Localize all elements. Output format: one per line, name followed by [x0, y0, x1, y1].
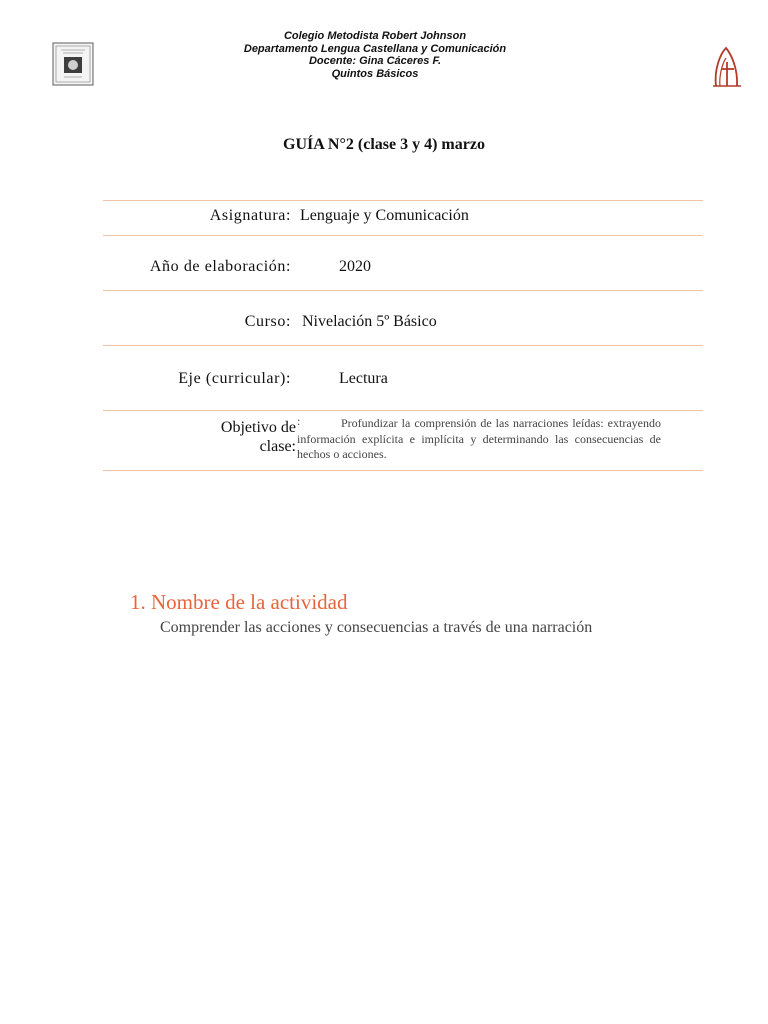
school-name: Colegio Metodista Robert Johnson	[283, 30, 467, 42]
axis-row	[103, 345, 703, 410]
axis-value: Lectura	[339, 370, 388, 387]
subject-row	[103, 200, 703, 235]
subject-value: Lenguaje y Comunicación	[300, 207, 469, 224]
subject-label: Asignatura:	[209, 207, 291, 224]
objective-colon: :	[297, 414, 301, 428]
methodist-cross-logo	[710, 46, 744, 88]
department-name: Departamento Lengua Castellana y Comunicación	[243, 42, 507, 55]
activity-heading: 1. Nombre de la actividad	[130, 590, 348, 614]
course-row	[103, 290, 703, 345]
objective-row	[103, 410, 703, 471]
info-table	[103, 200, 703, 471]
school-header	[190, 30, 560, 80]
grade-level: Quintos Básicos	[331, 67, 419, 80]
year-label: Año de elaboración:	[149, 258, 291, 275]
objective-label-line1: Objetivo de	[220, 419, 296, 436]
course-value: Nivelación 5º Básico	[302, 313, 437, 330]
year-row	[103, 235, 703, 290]
axis-label: Eje (curricular):	[178, 370, 291, 387]
activity-description: Comprender las acciones y consecuencias a través de una narración	[160, 619, 593, 636]
objective-label	[196, 418, 296, 456]
school-crest-logo	[52, 42, 94, 86]
year-value: 2020	[339, 258, 371, 275]
guide-title: GUÍA N°2 (clase 3 y 4) marzo	[283, 136, 485, 153]
course-label: Curso:	[244, 313, 291, 330]
objective-text: Profundizar la comprensión de las narraciones leídas: extrayendo información explícita e implícita y determinando las consecuencias de hechos o acciones.	[297, 416, 661, 461]
objective-label-line2: clase:	[259, 438, 296, 455]
teacher-name: Docente: Gina Cáceres F.	[308, 55, 442, 67]
